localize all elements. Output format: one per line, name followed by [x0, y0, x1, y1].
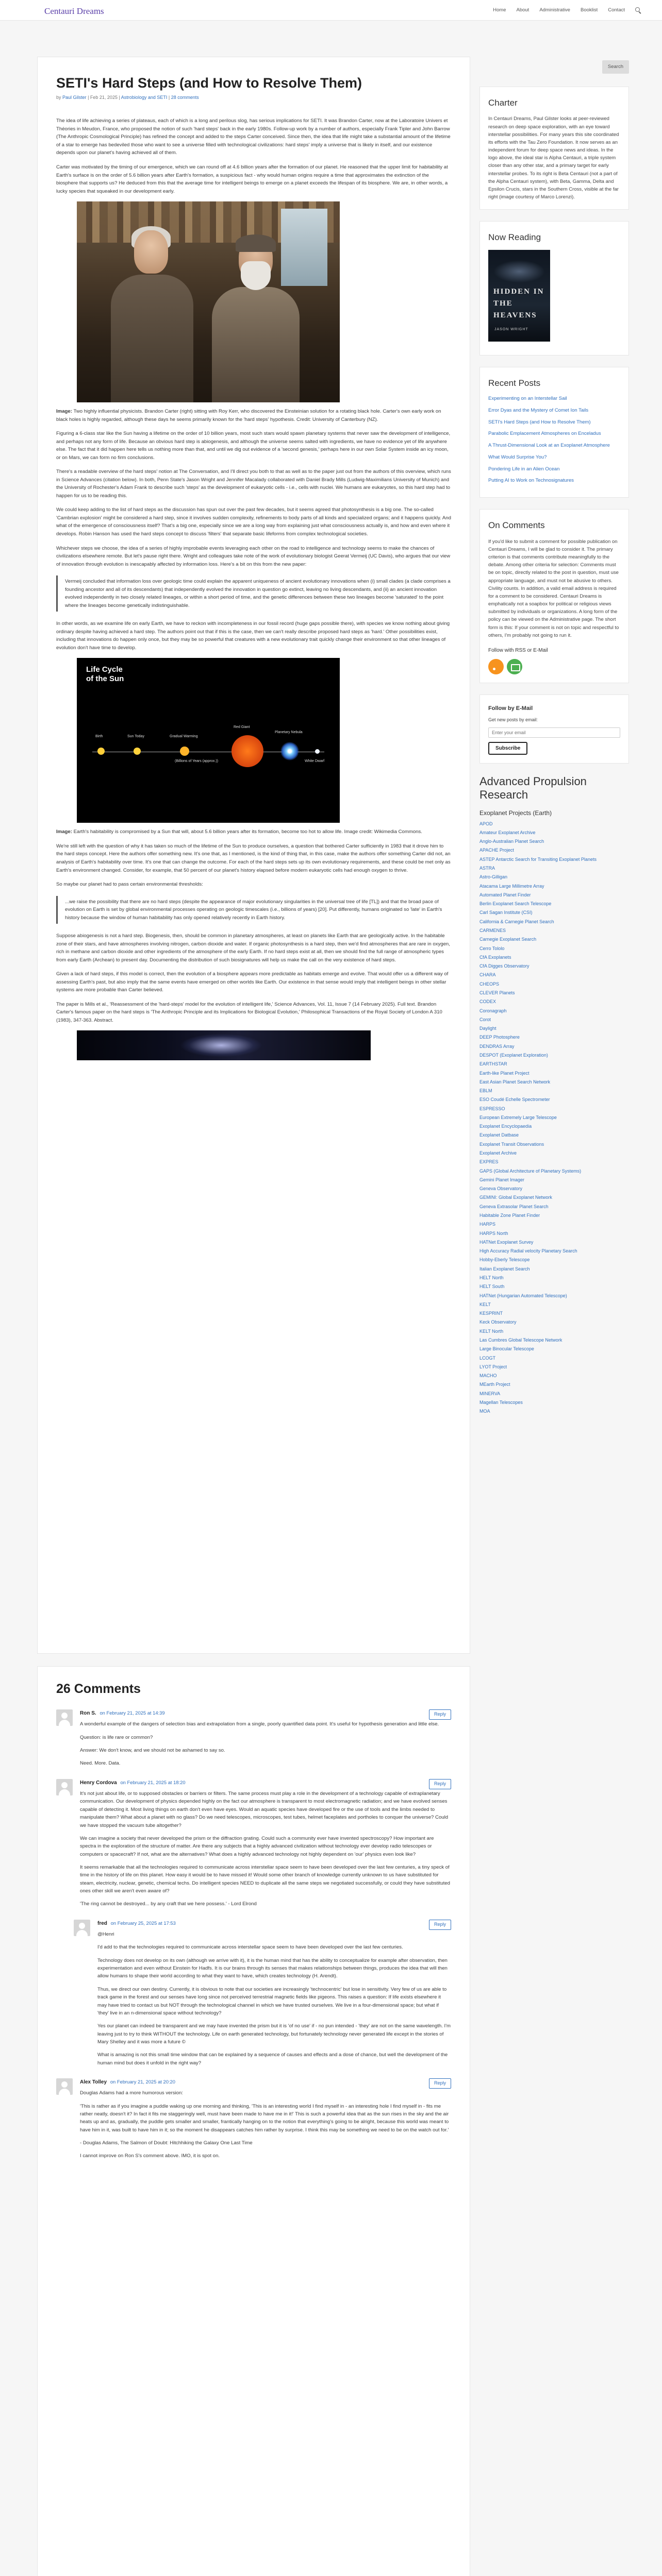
sidebar-search [479, 57, 629, 77]
exoplanet-link[interactable]: GEMINI: Global Exoplanet Network [479, 1195, 553, 1200]
exoplanet-link[interactable]: LCOGT [479, 1355, 496, 1361]
exoplanet-link[interactable]: EXPRES [479, 1159, 499, 1165]
figure-caption [56, 828, 451, 836]
post-comments-link[interactable]: 28 comments [171, 95, 199, 100]
recent-post-link[interactable]: Putting AI to Work on Technosignatures [488, 478, 574, 484]
widget-title: Recent Posts [488, 378, 541, 388]
exoplanet-link[interactable]: Cerro Tololo [479, 945, 505, 951]
comment-text: I'd add to that the technologies required to communicate across interstellar space seem to have been developed over the last few centuries. [97, 1944, 403, 1951]
post-paragraph: The idea of life achieving a series of plateaus, each of which is a long and perilous slog, has serious implications for SETI. It was Brandon Carter, now at the Laboratoire Univers et Théories in Meudon, France, who proposed the notion of such 'hard steps' back in the early 1980s. Follow-up work by a number of authors, especially Frank Tipler and John Barrow (The Anthropic Cosmological Principle) has refined the concept and added to the steps Carter conceived. Since then, the idea that life might take a substantial amount of the lifetime of a star to emerge has bedeviled those who want to see a universe filled with technological civilizations: hard steps' imply a universe that is likely in itself, and our existence depends upon our planet's having achieved all of them. [56, 118, 451, 156]
post-meta: by Paul Gilster | Feb 21, 2025 | Astrobiology and SETI | 28 comments [56, 95, 199, 100]
comment-text: 'This is rather as if you imagine a puddle waking up one morning and thinking, 'This is an interesting world I find myself in - an interesting hole I find myself in - fits me rather neatly, doesn't it? In fact it fits me staggeringly well, must have been made to have me in it!' This is such a powerful idea that as the sun rises in the sky and the air heats up and as, gradually, the puddle gets smaller and smaller, frantically hanging on to the notion that everything's going to be alright, because this world was meant to have him in it, was built to have him in it; so the moment he disappears catches him rather by surprise. I think this may be something we need to be on the watch out for.' [80, 2103, 449, 2133]
exoplanet-link[interactable]: HARPS North [479, 1230, 508, 1236]
exoplanet-link[interactable]: CODEX [479, 999, 496, 1005]
exoplanet-link[interactable]: ESPRESSO [479, 1106, 505, 1111]
stage-label: Birth [95, 735, 103, 739]
exoplanet-link[interactable]: HATNet Exoplanet Survey [479, 1239, 534, 1245]
email-field[interactable] [488, 727, 620, 738]
exoplanet-link[interactable]: CARMENES [479, 928, 506, 933]
reply-button[interactable]: Reply [429, 1779, 451, 1789]
exoplanet-link[interactable]: Exoplanet Transit Observations [479, 1141, 544, 1147]
exoplanet-link[interactable]: Italian Exoplanet Search [479, 1266, 530, 1272]
exoplanet-links-list [479, 821, 629, 1415]
follow-label: Follow with RSS or E-Mail [488, 648, 548, 653]
post-paragraph: Suppose abiogenesis is not a hard step. Biogenesis, then, should be common in planetary atmospheres, at least on planets like Earth that are geologically active. In the habitable zone of their stars, and have atmospheres involving nitrogen, carbon dioxide and water. If organic photosynthesis is a hard step, then we'd find atmospheres that are rare in oxygen, rich in methane and carbon dioxide and other ingredients of the atmosphere of the early Earth. If no hard steps exist at all, then we should find the full range of atmospheric types from early Earth (Archean) to present day. Documenting the distribution of such biosignatures will help us make the call on the very existence of hard steps. [56, 933, 450, 963]
comment-author: Henry Cordova [80, 1780, 117, 1786]
recent-posts-list [488, 395, 620, 484]
comment-header [80, 2078, 451, 2087]
stage-label: Planetary Nebula [275, 731, 303, 735]
stage-birth-dot [97, 748, 105, 755]
post-paragraph: Figuring a 6-class star like the Sun having a lifetime on the order of 10 billion years, most such stars would spawn planetary systems that never saw the development of intelligence, and perhaps not any form of life. Because an obvious hard step is abiogenesis, and although the universe seems salted with ingredients, we have no evidence yet of life anywhere else. The fact that it did happen here tells us nothing more than that, and until we dig out evidence of a 'second genesis,' perhaps here in our own Solar System inside an icy moon, or on Mars, we can form no firm conclusions. [56, 431, 451, 461]
follow-title: Follow by E-Mail [488, 705, 533, 711]
widget-title: Now Reading [488, 232, 541, 243]
comment-reply [74, 1920, 451, 2067]
comment-text: Technology does not develop on its own (although we arrive with it), it is the human mind that has the ability to conceptualize for example after observation, then experimentation and even without Einstein for Hadfs. It is our brains through its senses that makes relationships between things, produces the idea that will then allow humans to shape their world according to what they want to have, which creates technology (H. Arendt). [97, 1957, 448, 1979]
search-icon[interactable] [635, 7, 641, 13]
comment-date-link[interactable]: on February 21, 2025 at 14:39 [100, 1709, 165, 1716]
stage-red-giant-dot [231, 735, 263, 767]
follow-text: Get new posts by email: [488, 717, 538, 722]
exoplanet-link[interactable]: APOD [479, 821, 493, 826]
post-paragraph: We could keep adding to the list of hard steps as the discussion has spun out over the past few decades, but it seems agreed that photosynthesis is a big one. The so-called 'Cambrian explosion' might be considered a hard step, since it involves sudden complexity, refinements to body parts of all kinds and specialized organs; and it happens quickly. And what of the emergence of consciousness itself? That's a big one, especially since we are a long way from explaining just what consciousness actually is, and how and even where it develops. Robin Hanson has used the hard steps concept to discuss 'filters' that separate basic lifeforms from complex technological societies. [56, 507, 451, 537]
exoplanet-link[interactable]: DESPOT (Exoplanet Exploration) [479, 1052, 548, 1058]
quote-text: Vermeij concluded that information loss over geologic time could explain the apparent uniqueness of ancient evolutionary innovations when (i) small clades (a clade comprises a founding ancestor and all of its descendants) that independently evolved the innovation in question go extinct, leaving no living descendants, and (ii) an ancient innovation evolved independently in two closely related lineages, or within a short period of time, and the genetic differences between these two lineages become 'saturated' to the point where the lineages become genetically indistinguishable. [65, 579, 451, 608]
stage-label: Red Giant [234, 725, 250, 730]
subscribe-button[interactable]: Subscribe [488, 742, 527, 755]
post-paragraph: So maybe our planet had to pass certain environmental thresholds: [56, 882, 203, 888]
post-paragraph: Carter was motivated by the timing of our emergence, which we can round off at 4.6 billion years after the formation of our planet. He reasoned that the upper limit for habitability at Earth's surface is on the order of 5.6 billion years after Earth's formation, a suspicious fact - why would human origins require a time that approximates the extinction of the biosphere that supports us? He deduced from this that the average time for intelligent beings to emerge on a planet exceeds the lifespan of its biosphere. We are, in other words, a lucky species that squeaked in our development early. [56, 164, 448, 194]
main-content [37, 57, 470, 2576]
advanced-propulsion-heading[interactable]: Advanced Propulsion Research [479, 775, 587, 801]
comment-header [97, 1920, 451, 1928]
exoplanet-projects-heading: Exoplanet Projects (Earth) [479, 809, 552, 817]
exoplanet-link[interactable]: MINERVA [479, 1391, 501, 1396]
diagram-axis-label: (Billions of Years (approx.)) [175, 759, 219, 764]
comment [56, 1779, 451, 1908]
post-paragraph: We're still left with the question of why it has taken so much of the lifetime of the Sun to produce ourselves, a question that bothered Carter sufficiently in 1983 that it drove him to the hard steps concept. Here the authors offer something new. It's one that, as I mentioned, is the kind of thing that, in this case, make the authors offer something Carter did not, an analysis of Earth's habitability over time. It's one that can change the outcome. For each of the hard steps sets up its own evolutionary requirements, and these could be met only as Earth's environment changed. Consider, for example, that 50 percent of our planet's history elapsed before modern eukaryotic cells had enough oxygen to thrive. [56, 843, 451, 873]
comment-date-link[interactable]: on February 21, 2025 at 18:20 [120, 1779, 186, 1785]
exoplanet-link[interactable]: East Asian Planet Search Network [479, 1079, 551, 1084]
exoplanet-link[interactable]: Carnegie Exoplanet Search [479, 937, 537, 942]
exoplanet-link[interactable]: DENDRAS Array [479, 1043, 515, 1049]
stage-label: White Dwarf [305, 759, 325, 764]
post-author-link[interactable]: Paul Gilster [62, 95, 87, 100]
exoplanet-link[interactable]: Atacama Large Millimetre Array [479, 883, 544, 889]
reply-button[interactable]: Reply [429, 1709, 451, 1720]
post-title: SETI's Hard Steps (and How to Resolve Them) [56, 75, 362, 91]
figure-carter-kerr [77, 201, 340, 402]
comment-text: It's not just about life, or to supposed obstacles or barriers or filters. The same process must play a role in the development of a technology capable of extraplanetary communication. Our development of physics depended highly on the fact our atmosphere is transparent to most electromagnetic radiation; and we have evolved senses capable of detecting it. Most living things on earth don't even have eyes. Would an aquatic species have developed fire or the use of tools and the limbs needed to manipulate them? What about a planet with no glass? Do we need telescopes, microscopes, test tubes, helmet faceplates and portholes to conquer the universe? Could we have stopped the vacuum tube altogether? [80, 1791, 449, 1828]
diagram-title [86, 665, 124, 683]
exoplanet-link[interactable]: Carl Sagan Institute (CSI) [479, 910, 533, 916]
exoplanet-link[interactable]: Daylight [479, 1026, 496, 1031]
exoplanet-link[interactable]: High Accuracy Radial velocity Planetary Search [479, 1248, 577, 1254]
recent-post-link[interactable]: Pondering Life in an Alien Ocean [488, 466, 560, 472]
recent-post-link[interactable]: Error Dyas and the Mystery of Comet Ion Tails [488, 407, 589, 413]
avatar [56, 1779, 73, 1795]
nav-booklist[interactable]: Booklist [580, 7, 598, 13]
search-button[interactable]: Search [602, 60, 629, 74]
post-citation: The paper is Mills et al., 'Reassessment of the 'hard-steps' model for the evolution of intelligent life,' Science Advances, Vol. 11, Issue 7 (14 February 2025). Full text. Brandon Carter's famous paper on the hard steps is 'The Anthropic Principle and its Implications for Biological Evolution,' Philosophical Transactions of the Royal Society of London A 310 (1983), 347-363. Abstract. [56, 1001, 442, 1023]
comment-text: Thus, we direct our own destiny. Currently, it is obvious to note that our societies are increasingly 'technocentric' but lose in sensitivity. Very few of us are able to track game in the forest and our senses have long since not perceived terrestrial magnetic fields like pigeons. This raises a question: If life exists elsewhere it may have tried to contact us but NOT through the technological channel in which we have trusted ourselves. We live in a four-dimensional space; but what if 'they' live in an n-dimensional space without technology? [97, 1986, 447, 2016]
exoplanet-link[interactable]: MEarth Project [479, 1382, 510, 1387]
comment [56, 2078, 451, 2160]
reply-button[interactable]: Reply [429, 1920, 451, 1930]
exoplanet-link[interactable]: CLEVER Planets [479, 990, 515, 995]
stage-planetary-nebula-dot [280, 742, 299, 760]
email-icon[interactable] [507, 659, 522, 674]
comment-header [80, 1709, 451, 1718]
stage-label: Sun Today [127, 735, 144, 739]
exoplanet-link[interactable]: HARPS [479, 1222, 496, 1227]
comment-text: 'The ring cannot be destroyed... by any craft that we here possess.' - Lord Elrond [80, 1901, 257, 1907]
exoplanet-link[interactable]: Exoplanet Archive [479, 1150, 517, 1156]
charter-text: In Centauri Dreams, Paul Gilster looks at peer-reviewed research on deep space exploration, with an eye toward interstellar possibilities. For many years this site coordinated its efforts with the Tau Zero Foundation. It now serves as an independent forum for deep space news and ideas. In the logo above, the ideal star is Alpha Centauri, a triple system closer than any other star, and a primary target for early interstellar probes. To its right is Beta Centauri (not a part of the Alpha Centauri system), with Beta, Gamma, Delta and Epsilon Crucis, stars in the Southern Cross, visible at the far right (image courtesy of Marco Lorenzi). [488, 116, 619, 200]
comment-text: @Henri [97, 1931, 114, 1938]
comment [56, 1709, 451, 1768]
caption-text: Two highly influential physicists. Brandon Carter (right) sitting with Roy Kerr, who discovered the Einsteinian solution for a rotating black hole. Carter's own early work on black holes is highly regarded, although these days he seems primarily known for the 'hard steps' hypothesis. Credit: University of Canterbury (NZ). [56, 409, 441, 422]
exoplanet-link[interactable]: GAPS (Global Architecture of Planetary Systems) [479, 1168, 582, 1174]
avatar [56, 2078, 73, 2095]
post-paragraph: Whichever steps we choose, the idea of a series of highly improbable events leveraging each other on the road to intelligence and technology seems to make the chances of civilizations elsewhere remote. But let's pause right there. Wright and colleagues take note of the work of evolutionary biologist Geerat Vermeij (UC Davis), who argues that our view of innovation through evolution is inescapably affected by information loss. Here's a bit on this from the new paper: [56, 545, 451, 567]
exoplanet-link[interactable]: CfA Digges Observatory [479, 963, 529, 969]
follow-icons [488, 659, 620, 674]
recent-post-link[interactable]: Experimenting on an Interstellar Sail [488, 396, 567, 402]
comment-header [80, 1779, 451, 1787]
comments-section [37, 1666, 470, 2576]
exoplanet-link[interactable]: EARTHSTAR [479, 1061, 507, 1067]
exoplanet-link[interactable]: ASTRA [479, 866, 495, 871]
exoplanet-link[interactable]: Corot [479, 1016, 491, 1022]
exoplanet-link[interactable]: Amateur Exoplanet Archive [479, 829, 536, 835]
on-comments-text: If you'd like to submit a comment for possible publication on Centauri Dreams, I will be glad to consider it. The primary criterion is that comments contribute meaningfully to the debate. Among other criteria for selection: Comments must be on topic, directly related to the post in question, must use appropriate language, and must not be abusive to others. Civility counts. In addition, a valid email address is required for a comment to be considered. Centauri Dreams is emphatically not a soapbox for political or religious views submitted by individuals or organizations. A long form of the policy can be viewed on the Administrative page. The short form is this: If your comment is not on topic and respectful to others, I'm probably not going to run it. [488, 538, 619, 638]
stage-warming-dot [180, 747, 189, 756]
exoplanet-link[interactable]: KESPRINT [479, 1311, 503, 1316]
exoplanet-link[interactable]: CfA Exoplanets [479, 954, 511, 960]
comment-text: Need. More. Data. [80, 1760, 121, 1767]
now-reading-widget [479, 221, 629, 355]
photo-carter-kerr [77, 201, 340, 402]
nav-administrative[interactable]: Administrative [539, 7, 570, 13]
recent-post-link[interactable]: A Thrust-Dimensional Look at an Exoplanet Atmosphere [488, 443, 610, 449]
comment-date-link[interactable]: on February 21, 2025 at 20:20 [110, 2078, 175, 2084]
exoplanet-link[interactable]: Anglo-Australian Planet Search [479, 839, 544, 844]
avatar [74, 1920, 90, 1936]
recent-post-link[interactable]: What Would Surprise You? [488, 454, 547, 460]
exoplanet-link[interactable]: MOA [479, 1409, 490, 1414]
recent-posts-widget [479, 367, 629, 498]
quote-text: ...we raise the possibility that there are no hard steps (despite the appearance of major evolutionary singularities in the universal tree of life [TL]) and that the broad pace of evolution on Earth is set by global environmental processes operating on geologic timescales (i.e., billions of years) [20]. Put differently, humans originated so 'late' in Earth's history because the window of human habitability has only opened relatively recently in Earth history. [65, 899, 442, 921]
book-cover[interactable] [488, 250, 550, 342]
comment-text: Answer: We don't know, and we should not be ashamed to say so. [80, 1747, 225, 1753]
book-author: JASON WRIGHT [494, 327, 528, 331]
comment-text: Question: is life rare or common? [80, 1734, 153, 1740]
exoplanet-link[interactable]: Large Binocular Telescope [479, 1346, 534, 1352]
blockquote [56, 896, 451, 924]
exoplanet-link[interactable]: California & Carnegie Planet Search [479, 919, 554, 924]
meta-by: by [56, 95, 61, 100]
caption-text: Earth's habitability is compromised by a Sun that will, about 5.6 billion years after its formation, become too hot to allow life. Image credit: Wikimedia Commons. [73, 829, 422, 835]
exoplanet-link[interactable]: ASTEP Antarctic Search for Transiting Exoplanet Planets [479, 856, 597, 862]
comment-text: Douglas Adams had a more humorous version: [80, 2090, 183, 2096]
exoplanet-link[interactable]: KELT [479, 1301, 491, 1307]
exoplanet-link[interactable]: Las Cumbres Global Telescope Network [479, 1337, 562, 1343]
exoplanet-link[interactable]: Automated Planet Finder [479, 892, 531, 897]
diagram-title-line2: of the Sun [86, 674, 124, 683]
exoplanet-link[interactable]: Berlin Exoplanet Search Telescope [479, 901, 552, 907]
comment-text: - Douglas Adams, The Salmon of Doubt: Hitchhiking the Galaxy One Last Time [80, 2140, 253, 2146]
widget-title: On Comments [488, 520, 545, 531]
comment-text: It seems remarkable that all the technologies required to communicate across interstellar space seem to have been developed over the last few centuries, a tiny speck of time in the history of life on this planet. How easy it would be to have missed it! Would some other branch of knowledge currently unknown to us have substituted for steam, electricity, nuclear, genetic, chemical techs. Do intelligent species NEED to duplicate all the same steps we negotiated successfully, or could they have substituted ones other skill we aren't even aware of? [80, 1864, 450, 1894]
exoplanet-link[interactable]: DEEP Photosphere [479, 1035, 520, 1040]
exoplanet-link[interactable]: Geneva Extrasolar Planet Search [479, 1204, 549, 1209]
comment-author: fred [97, 1920, 107, 1926]
exoplanet-link[interactable]: Exoplanet Datbase [479, 1132, 519, 1138]
sun-lifecycle-diagram [77, 658, 340, 823]
figure-sun-lifecycle [77, 658, 340, 823]
post-date: Feb 21, 2025 [90, 95, 118, 100]
blockquote [56, 575, 451, 612]
main-nav [493, 7, 641, 14]
charter-widget [479, 87, 629, 210]
site-header [0, 0, 662, 21]
on-comments-widget [479, 509, 629, 683]
exoplanet-link[interactable]: HELT South [479, 1284, 505, 1290]
post-paragraph: There's a readable overview of the hard steps' notion at The Conversation, and I'll direct you both to that as well as to the paper just out from the authors of this overview, which runs in Science Advances (citation below). In both, Penn State's Jason Wright and Jennifer Macalady collaborated with Daniel Brady Mills (Ludwig-Maximilians University of Munich) and the University of Rochester's Adam Frank to describe such 'steps' as the development of eukaryotic cells - i.e., cells with nuclei. We humans are eukaryotes, so this hard step had to happen for us to be reading this. [56, 469, 451, 499]
exoplanet-link[interactable]: Geneva Observatory [479, 1186, 523, 1192]
exoplanet-link[interactable]: Earth-like Planet Project [479, 1070, 529, 1076]
caption-label: Image: [56, 409, 72, 415]
exoplanet-link[interactable]: Exoplanet Encyclopaedia [479, 1124, 532, 1129]
exoplanet-link[interactable]: ESO Coudé Echelle Spectrometer [479, 1097, 550, 1103]
recent-post-link[interactable]: Parabolic Emplacement Atmospheres on Enceladus [488, 431, 601, 437]
post-paragraph: Given a lack of hard steps, if this model is correct, then the evolution of a biosphere appears more predictable as habitats emerge and evolve. That would offer us a different way of assessing Earth's past, but also imply that the same events have emerged on other worlds like Earth. Our existence in that sense would imply that intelligent beings in other stellar systems are more probable than Carter believed. [56, 971, 449, 993]
exoplanet-link[interactable]: Magellan Telescopes [479, 1399, 523, 1405]
comment-author: Alex Tolley [80, 2079, 107, 2085]
comment-text: I cannot improve on Ron S's comment above. IMO, it is spot on. [80, 2153, 220, 2159]
recent-post-link[interactable]: SETI's Hard Steps (and How to Resolve Them) [488, 419, 591, 425]
reply-button[interactable]: Reply [429, 2078, 451, 2089]
post-banner-image [77, 1030, 371, 1060]
stage-sun-today-dot [134, 748, 141, 755]
comment-text: What is amazing is not this small time window that can be explained by a sequence of causes and effects and a dose of chance, but well the development of the human mind but does it unfold in the right way? [97, 2052, 448, 2066]
post-category-link[interactable]: Astrobiology and SETI [121, 95, 168, 100]
rss-icon[interactable] [488, 659, 504, 674]
follow-email-widget [479, 694, 629, 764]
exoplanet-link[interactable]: Hobby-Eberly Telescope [479, 1257, 530, 1263]
sidebar [479, 57, 629, 1417]
diagram-title-line1: Life Cycle [86, 665, 123, 674]
caption-label: Image: [56, 829, 72, 835]
exoplanet-link[interactable]: MACHO [479, 1373, 497, 1379]
exoplanet-link[interactable]: APACHE Project [479, 848, 514, 853]
exoplanet-link[interactable]: Habitable Zone Planet Finder [479, 1213, 540, 1218]
exoplanet-link[interactable]: Astro-Gilligan [479, 874, 508, 880]
exoplanet-link[interactable]: EBLM [479, 1088, 492, 1094]
comments-title: 26 Comments [56, 1682, 141, 1696]
comment-text: Yes our planet can indeed be transparent and we may have invented the prism but it is 'of no use' if - no pun intended - 'they' are not on the same wavelength. I'm leaving just to try to think WITHOUT the technology. Life on earth generated technology, but fortunately technology never generated life except in the stories of Mary Shelley and it was more a future © [97, 2023, 451, 2045]
nav-home[interactable]: Home [493, 7, 506, 13]
exoplanet-link[interactable]: European Extremely Large Telescope [479, 1114, 557, 1120]
nav-contact[interactable]: Contact [608, 7, 625, 13]
avatar [56, 1709, 73, 1726]
widget-title: Charter [488, 98, 518, 108]
figure-caption [56, 408, 451, 423]
nav-about[interactable]: About [516, 7, 529, 13]
stage-label: Gradual Warming [170, 735, 198, 739]
site-title-link[interactable]: Centauri Dreams [44, 6, 104, 16]
book-title: HIDDEN IN THE HEAVENS [493, 287, 544, 320]
comment-text: A wonderful example of the dangers of selection bias and extrapolation from a single, poorly quantified data point. It's useful for hypothesis generation and little else. [80, 1721, 439, 1727]
exoplanet-link[interactable]: Keck Observatory [479, 1319, 517, 1325]
exoplanet-link[interactable]: HELT North [479, 1275, 504, 1280]
comment-text: We can imagine a society that never developed the prism or the diffraction grating. Could such a community ever have invented spectroscopy? How important are spectra in the exploration of the structure of matter. Are there any subjects that a highly advanced civilization without technology ever develop radio telescopes or computers or spacecraft? If not, what are the alternatives? What does a highly advanced technology not highly dependent on 'our' physics even look like? [80, 1835, 434, 1857]
exoplanet-link[interactable]: CHARA [479, 972, 496, 978]
exoplanet-link[interactable]: CHEOPS [479, 981, 500, 987]
exoplanet-link[interactable]: HATNet (Hungarian Automated Telescope) [479, 1293, 567, 1298]
exoplanet-link[interactable]: LYOT Project [479, 1364, 507, 1369]
post-article [37, 57, 470, 1654]
stage-white-dwarf-dot [315, 749, 320, 754]
comment-author: Ron S. [80, 1710, 96, 1716]
comment-date-link[interactable]: on February 25, 2025 at 17:53 [110, 1920, 176, 1926]
exoplanet-link[interactable]: KELT North [479, 1328, 504, 1334]
exoplanet-link[interactable]: Gemini Planet Imager [479, 1177, 525, 1182]
exoplanet-link[interactable]: Coronagraph [479, 1008, 507, 1013]
post-paragraph: In other words, as we examine life on early Earth, we have to reckon with incompleteness in our fossil record (huge gaps possible there), with species we know nothing about giving ordinary despite having achieved a hard step. The authors point out that if this is the case, then we can't really describe proposed hard steps as 'hard.' Other possibilities exist, including that innovations do happen only once, but they may be so powerful that creatures with a new evolutionary trait quickly change their environment so that other lineages of evolution don't have time to develop. [56, 621, 450, 651]
